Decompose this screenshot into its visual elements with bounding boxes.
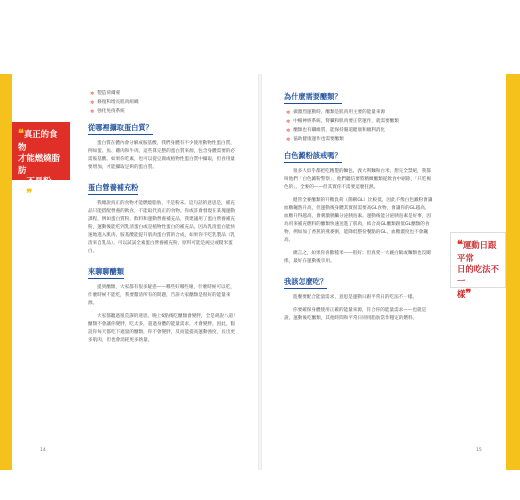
body-paragraph: 進餐要配合能量需求，意思是運動日跟平常日的吃法不一樣。 bbox=[293, 295, 418, 300]
star-bullet-icon: ✲ bbox=[90, 109, 95, 115]
left-text-column bbox=[88, 90, 238, 350]
star-bullet-icon: ✲ bbox=[90, 91, 95, 97]
body-paragraph: 健管全麥醣類的升糖負荷（簡稱GL）比較低，因此不像白色澱粉會讓血糖飆然升高，但運動後身體其實很需要高GL食物，會讓你的GL越高，血糖升得越高，會刺激胰臟分泌胰島素。運動後能分泌胰島素是好事，因為用來補充燃料的醣類快速送進了肌肉，結合高GL醣類跟低GL醣類的食物，例如加了香蕉的燕麥粥，能降低整份餐點的GL，血糖濃度也不會飆高。 bbox=[284, 198, 433, 243]
right-text-column bbox=[284, 86, 434, 328]
right-yellow-edge bbox=[506, 74, 520, 470]
star-bullet-icon: ✲ bbox=[90, 100, 95, 106]
page-number-left: 14 bbox=[40, 448, 46, 453]
right-pull-quote-line: 運動日跟平常 bbox=[457, 240, 497, 263]
right-pull-quote-line: 樣 bbox=[457, 288, 466, 299]
section-heading: 我該怎麼吃？ bbox=[284, 277, 327, 289]
body-paragraph: 提到醣類，大家都有很多疑惑——哪些好哪些壞，什麼時候可以吃，什麼時候不能吃，我要釐清所有的問題，告訴大家醣類是很好的能量來源。 bbox=[88, 285, 235, 306]
body-paragraph: 總言之，如果你喜歡糙米——很好；但真愛一大碗白飯或麵類也沒關係，最好在運動後享用。 bbox=[284, 251, 431, 264]
right-pull-quote: ❝運動日跟平常 日的吃法不一 樣❞ bbox=[450, 232, 506, 288]
body-paragraph: 我總說真正的食物才能燃燒脂肪，不是粉末。這句話的意思是，補充品只能搭配營養的飲食，不能取代真正的食物。你或許會發現在某塊運動課程，例如蛋白質粉、飲料和運動營養補充品，我建議用了蛋白營養補充粉，運動後能吃到乳清蛋白或是植物性蛋白的補充品，因為乳清蛋白能快速地進入肌肉，胺基酸能提升肌肉蛋白質的合成，如果你不吃乳製品（乳清來自乳品），可以試試全素蛋白營養補充粉，原料可能是豌豆或糙米蛋白。 bbox=[88, 201, 236, 254]
star-bullet-icon: ✲ bbox=[286, 128, 291, 134]
list-item: ✲ 做激烈運動時，醣類是肌肉用主要的能量來源 bbox=[286, 110, 386, 116]
list-item: ✲ 強化免疫系統 bbox=[90, 109, 125, 115]
list-item: ✲ 修復和增長肌肉組織 bbox=[90, 100, 139, 106]
left-pull-quote: ❝真正的食物 才能燃燒脂肪 ，不是粉末❞ bbox=[12, 122, 70, 180]
section-heading: 為什麼需要醣類？ bbox=[284, 92, 342, 104]
star-bullet-icon: ✲ bbox=[286, 137, 291, 143]
section-heading: 從哪裡攝取蛋白質？ bbox=[88, 123, 153, 135]
body-paragraph: 你要確保身體使用正確的能量來源，符合你的能量需求——也就是說，運動後吃醣類，其他時間和平常日則用脂肪當作穩定的燃料。 bbox=[284, 308, 427, 321]
list-item: ✲ 中樞神經系統、腎臟和肌肉要正常運作，就需要醣類 bbox=[286, 119, 399, 125]
left-pull-quote-line: 才能燃燒脂肪 bbox=[18, 153, 60, 175]
page-number-right: 15 bbox=[476, 448, 482, 453]
left-pull-quote-line: ，不是粉末 bbox=[18, 175, 52, 200]
list-item: ✲ 協助健康運作也需要醣類 bbox=[286, 137, 344, 143]
body-paragraph: 蛋白質在體內會分解成胺基酸，我們身體有不少使用動物性蛋白質，例如蛋、魚、雞肉和牛肉，這些算完整的蛋白質來源，包含身體需要的必需胺基酸。如果你吃素，也可以從豆腐或植物性蛋白質中攝取，但食用量要增加，才能攝取足夠的蛋白質。 bbox=[88, 141, 236, 170]
list-item: ✲ 製造荷爾蒙 bbox=[90, 91, 121, 97]
left-yellow-edge bbox=[0, 74, 12, 470]
right-pull-quote-line: 日的吃法不一 bbox=[457, 264, 499, 286]
star-bullet-icon: ✲ bbox=[286, 119, 291, 125]
left-pull-quote-line: 真正的食物 bbox=[18, 129, 58, 152]
section-heading: 白色澱粉該戒嗎？ bbox=[284, 151, 342, 163]
star-bullet-icon: ✲ bbox=[286, 110, 291, 116]
section-heading: 蛋白營養補充粉 bbox=[88, 183, 138, 195]
body-paragraph: 大家都聽過很荒謬的迷思，晚上6點後吃醣類會變胖，全是胡說八道！醣類不會讓你變胖，吃太多，超過身體的能量需求，才會變胖。因此，假設你每天都吃下適量的醣類，你不會變胖，反而能提高運動強度，長出更多肌肉，但也會消耗更多熱量。 bbox=[88, 314, 238, 343]
book-gutter bbox=[258, 74, 262, 470]
section-heading: 來聊聊醣類 bbox=[88, 267, 124, 279]
list-item: ✲ 醣類也有纖維質，能保持腸道健康和順利消化 bbox=[286, 128, 386, 134]
body-paragraph: 很多人似乎都把吃精製的麵包、義大利麵和白米，想完全禁絕，我都叫他們「白色澱粉警察」，他們聽信要將精緻醣類從飲食中剔除，「只吃褐色的」。全麥的——但其實你不需要這麼狂熱。 bbox=[284, 169, 431, 190]
